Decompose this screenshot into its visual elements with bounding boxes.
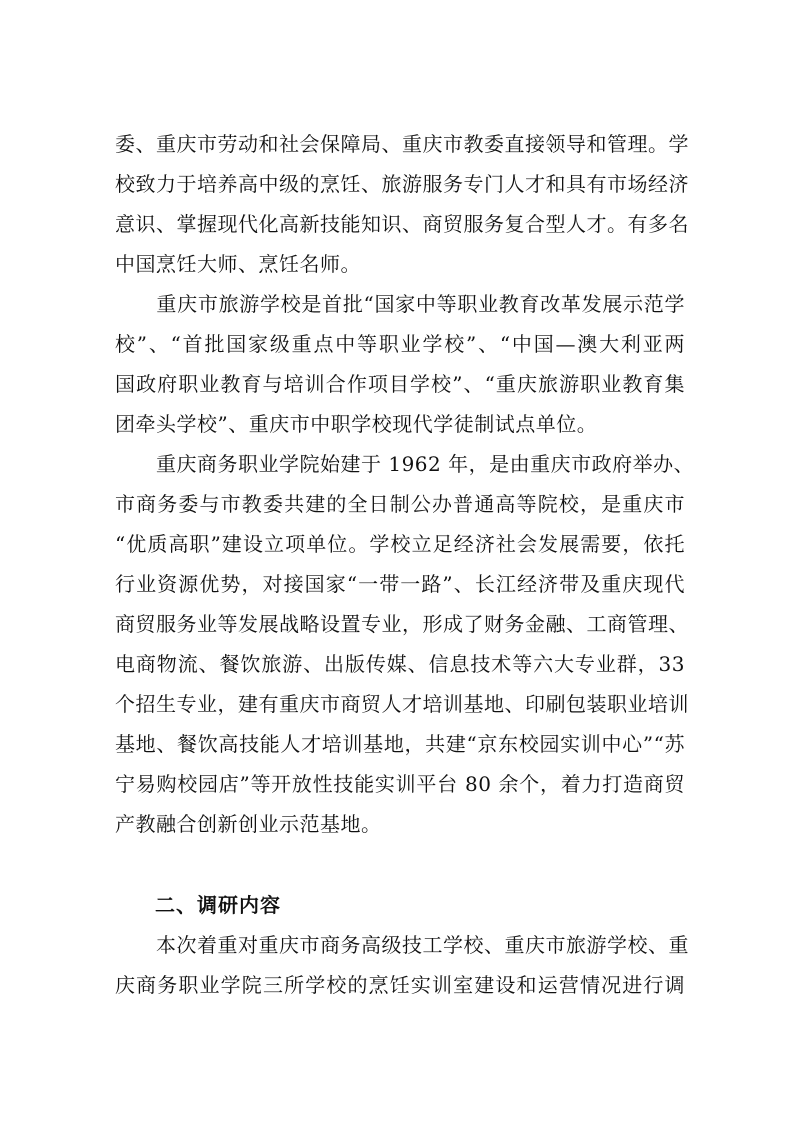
text-line: “优质高职”建设立项单位。学校立足经济社会发展需要，依托 (115, 532, 685, 556)
text-line: 商贸服务业等发展战略设置专业，形成了财务金融、工商管理、 (115, 612, 689, 636)
text-line: 重庆商务职业学院始建于 1962 年，是由重庆市政府举办、 (115, 452, 695, 476)
text-line: 意识、掌握现代化高新技能知识、商贸服务复合型人才。有多名 (115, 212, 689, 236)
text-line: 国政府职业教育与培训合作项目学校”、“重庆旅游职业教育集 (115, 372, 685, 396)
text-line: 校致力于培养高中级的烹饪、旅游服务专门人才和具有市场经济 (115, 172, 689, 196)
text-line: 行业资源优势，对接国家“一带一路”、长江经济带及重庆现代 (115, 572, 685, 596)
text-line: 中国烹饪大师、烹饪名师。 (115, 252, 361, 276)
text-line: 团牵头学校”、重庆市中职学校现代学徒制试点单位。 (115, 412, 598, 436)
paragraph-tourism-school (115, 284, 685, 444)
text-line: 本次着重对重庆市商务高级技工学校、重庆市旅游学校、重 (115, 933, 689, 957)
text-line: 基地、餐饮高技能人才培训基地，共建“京东校园实训中心”“苏 (115, 732, 685, 756)
text-line: 庆商务职业学院三所学校的烹饪实训室建设和运营情况进行调 (115, 973, 685, 997)
text-line: 委、重庆市劳动和社会保障局、重庆市教委直接领导和管理。学 (115, 132, 689, 156)
text-line: 市商务委与市教委共建的全日制公办普通高等院校，是重庆市 (115, 492, 685, 516)
paragraph-business-college (115, 444, 695, 844)
paragraph-school-intro-continued (115, 124, 689, 284)
text-line: 产教融合创新创业示范基地。 (115, 812, 382, 836)
paragraph-research-content (115, 925, 689, 1005)
text-line: 电商物流、餐饮旅游、出版传媒、信息技术等六大专业群，33 (115, 652, 685, 676)
section-heading: 二、调研内容 (155, 893, 281, 917)
text-line: 宁易购校园店”等开放性技能实训平台 80 余个，着力打造商贸 (115, 772, 685, 796)
text-line: 校”、“首批国家级重点中等职业学校”、“中国—澳大利亚两 (115, 332, 685, 356)
text-line: 重庆市旅游学校是首批“国家中等职业教育改革发展示范学 (115, 292, 685, 316)
text-line: 个招生专业，建有重庆市商贸人才培训基地、印刷包装职业培训 (115, 692, 689, 716)
